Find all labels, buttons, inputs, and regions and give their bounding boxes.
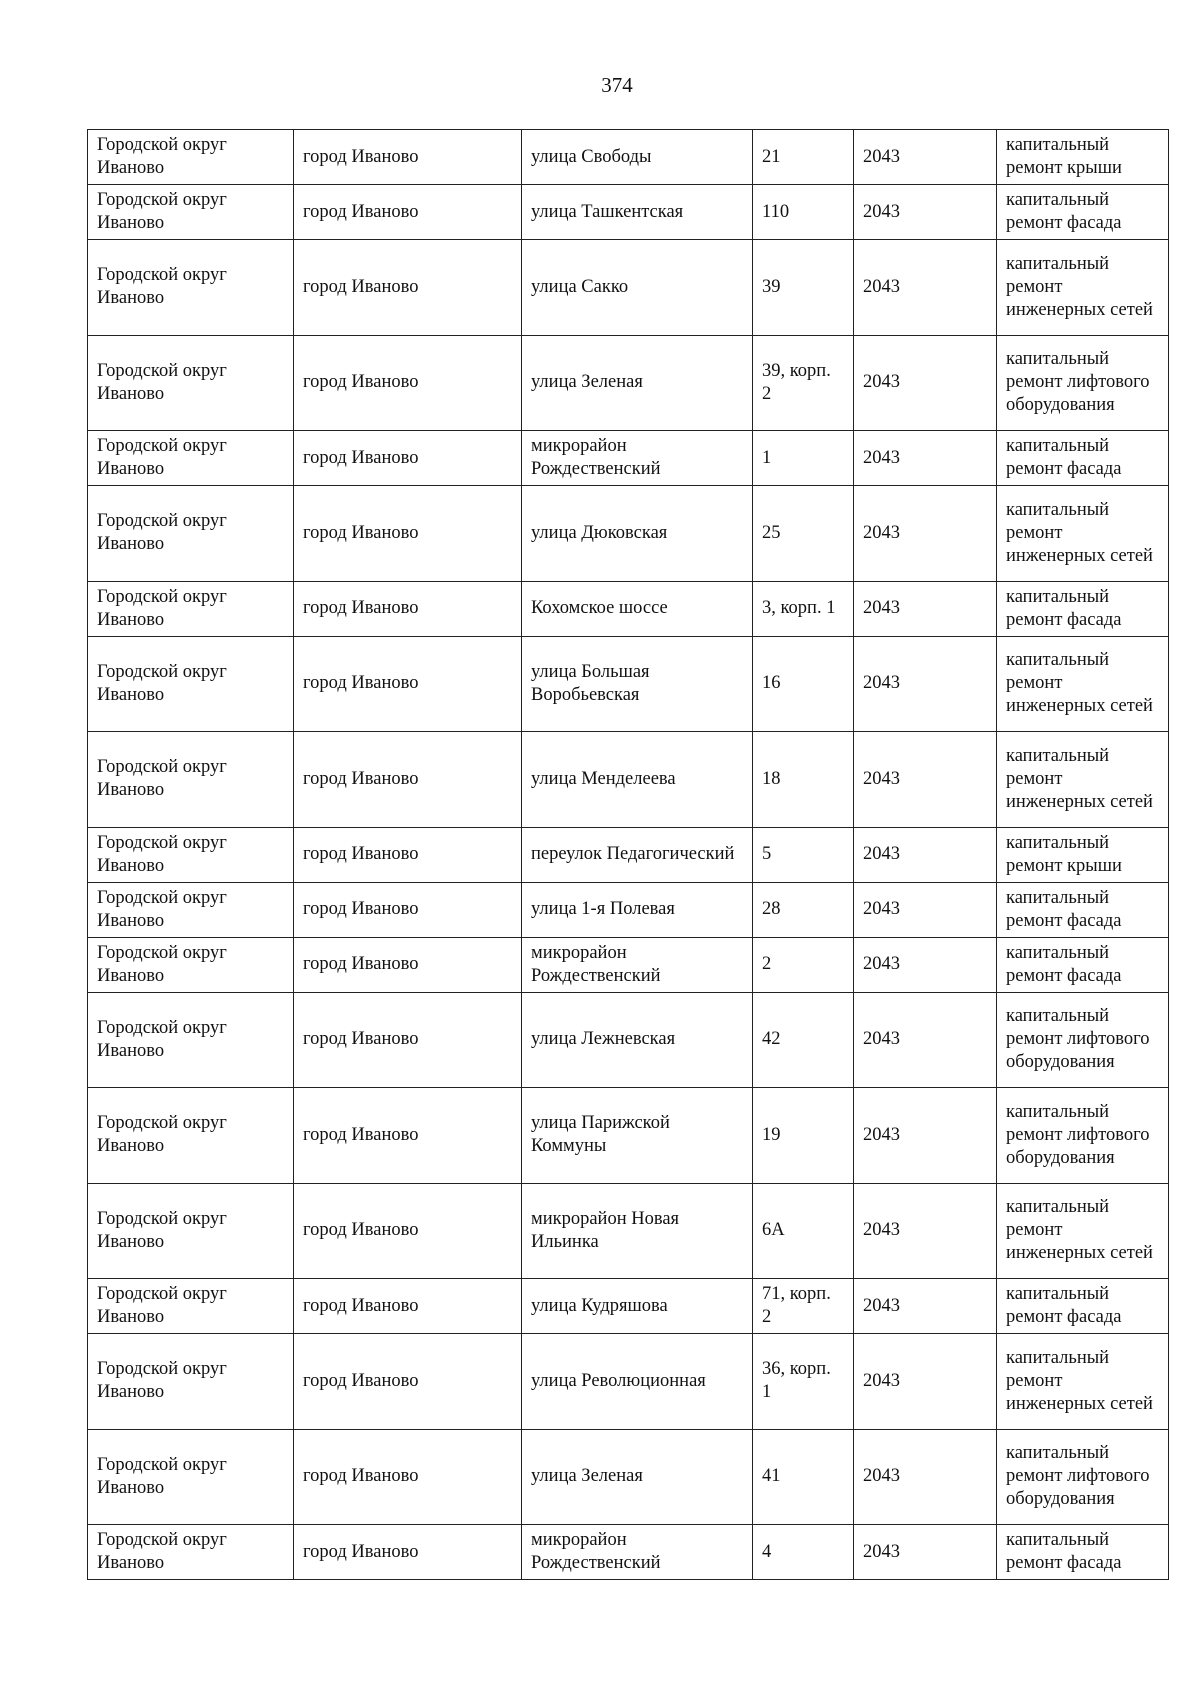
table-row	[88, 827, 1169, 882]
settlement-cell	[294, 130, 522, 185]
table-row	[88, 1429, 1169, 1525]
district-cell-text: Городской округ Иваново	[97, 1454, 227, 1498]
work-type-cell	[997, 1429, 1169, 1525]
street-cell-text: улица Свободы	[531, 146, 652, 167]
house-number-cell	[753, 937, 854, 992]
settlement-cell	[294, 992, 522, 1088]
table-row	[88, 130, 1169, 185]
house-number-cell-text: 5	[762, 844, 772, 864]
district-cell	[88, 1088, 294, 1184]
year-cell-text: 2043	[863, 201, 900, 222]
street-cell-text: улица Зеленая	[531, 372, 643, 393]
work-type-cell	[997, 185, 1169, 240]
work-type-cell-text: капитальный ремонт фасада	[1006, 1284, 1122, 1327]
district-cell	[88, 827, 294, 882]
year-cell-text: 2043	[863, 522, 900, 543]
settlement-cell-text: город Иваново	[303, 146, 419, 167]
settlement-cell	[294, 1088, 522, 1184]
work-type-cell	[997, 240, 1169, 336]
street-cell-text: микрорайон Рождественский	[531, 1530, 661, 1573]
year-cell	[854, 1183, 997, 1279]
work-type-cell-text: капитальный ремонт лифтового оборудования	[1006, 1006, 1150, 1073]
year-cell	[854, 335, 997, 431]
work-type-cell-text: капитальный ремонт фасада	[1006, 190, 1122, 233]
house-number-cell	[753, 1334, 854, 1430]
work-type-cell-text: капитальный ремонт инженерных сетей	[1006, 745, 1153, 812]
district-cell	[88, 1429, 294, 1525]
settlement-cell-text: город Иваново	[303, 1466, 419, 1487]
district-cell	[88, 882, 294, 937]
year-cell	[854, 636, 997, 732]
year-cell-text: 2043	[863, 1220, 900, 1241]
district-cell	[88, 335, 294, 431]
house-number-cell	[753, 1429, 854, 1525]
district-cell-text: Городской округ Иваново	[97, 135, 227, 178]
work-type-cell-text: капитальный ремонт лифтового оборудования	[1006, 1101, 1150, 1168]
work-type-cell-text: капитальный ремонт крыши	[1006, 832, 1122, 876]
house-number-cell-text: 4	[762, 1541, 772, 1562]
district-cell	[88, 581, 294, 636]
year-cell	[854, 581, 997, 636]
settlement-cell-text: город Иваново	[303, 201, 419, 222]
district-cell-text: Городской округ Иваново	[97, 1530, 227, 1573]
street-cell	[522, 1183, 753, 1279]
year-cell	[854, 486, 997, 582]
year-cell	[854, 130, 997, 185]
house-number-cell	[753, 827, 854, 882]
district-cell-text: Городской округ Иваново	[97, 887, 227, 931]
district-cell-text: Городской округ Иваново	[97, 661, 227, 705]
district-cell-text: Городской округ Иваново	[97, 265, 227, 309]
district-cell	[88, 431, 294, 486]
house-number-cell-text: 1	[762, 447, 772, 468]
table-row	[88, 1334, 1169, 1430]
street-cell-text: улица Кудряшова	[531, 1295, 668, 1316]
work-type-cell	[997, 937, 1169, 992]
settlement-cell-text: город Иваново	[303, 372, 419, 393]
settlement-cell	[294, 486, 522, 582]
year-cell-text: 2043	[863, 844, 900, 864]
street-cell	[522, 486, 753, 582]
house-number-cell	[753, 335, 854, 431]
house-number-cell	[753, 992, 854, 1088]
settlement-cell	[294, 431, 522, 486]
year-cell	[854, 992, 997, 1088]
settlement-cell	[294, 1183, 522, 1279]
district-cell	[88, 992, 294, 1088]
house-number-cell-text: 110	[762, 201, 790, 222]
work-type-cell	[997, 1183, 1169, 1279]
work-type-cell	[997, 992, 1169, 1088]
year-cell-text: 2043	[863, 1029, 900, 1050]
year-cell-text: 2043	[863, 146, 900, 167]
district-cell-text: Городской округ Иваново	[97, 942, 227, 986]
district-cell-text: Городской округ Иваново	[97, 1017, 227, 1061]
street-cell	[522, 827, 753, 882]
table-row	[88, 882, 1169, 937]
table-row	[88, 581, 1169, 636]
table-body	[88, 130, 1169, 1580]
year-cell	[854, 240, 997, 336]
district-cell-text: Городской округ Иваново	[97, 1208, 227, 1252]
street-cell	[522, 1334, 753, 1430]
settlement-cell-text: город Иваново	[303, 1124, 419, 1145]
work-type-cell	[997, 882, 1169, 937]
work-type-cell-text: капитальный ремонт инженерных сетей	[1006, 650, 1153, 717]
district-cell	[88, 1334, 294, 1430]
district-cell	[88, 937, 294, 992]
district-cell-text: Городской округ Иваново	[97, 511, 227, 555]
street-cell-text: микрорайон Новая Ильинка	[531, 1208, 680, 1252]
house-number-cell-text: 25	[762, 522, 781, 543]
house-number-cell-text: 19	[762, 1124, 781, 1145]
house-number-cell-text: 6А	[762, 1220, 785, 1241]
street-cell-text: переулок Педагогический	[531, 844, 735, 864]
house-number-cell	[753, 732, 854, 828]
year-cell-text: 2043	[863, 1370, 900, 1391]
work-type-cell	[997, 1088, 1169, 1184]
work-type-cell	[997, 636, 1169, 732]
district-cell	[88, 1279, 294, 1334]
year-cell-text: 2043	[863, 673, 900, 694]
house-number-cell	[753, 431, 854, 486]
street-cell	[522, 130, 753, 185]
work-type-cell	[997, 431, 1169, 486]
street-cell-text: улица Революционная	[531, 1370, 706, 1391]
year-cell-text: 2043	[863, 1466, 900, 1487]
house-number-cell-text: 3, корп. 1	[762, 598, 836, 618]
year-cell	[854, 1088, 997, 1184]
street-cell	[522, 431, 753, 486]
settlement-cell-text: город Иваново	[303, 276, 419, 297]
district-cell	[88, 240, 294, 336]
house-number-cell	[753, 1088, 854, 1184]
year-cell	[854, 882, 997, 937]
house-number-cell	[753, 1183, 854, 1279]
street-cell-text: улица Зеленая	[531, 1466, 643, 1487]
settlement-cell	[294, 581, 522, 636]
year-cell	[854, 431, 997, 486]
street-cell-text: улица Менделеева	[531, 768, 676, 789]
district-cell	[88, 130, 294, 185]
table-row	[88, 1183, 1169, 1279]
house-number-cell-text: 71, корп. 2	[762, 1284, 831, 1327]
settlement-cell	[294, 1334, 522, 1430]
street-cell-text: улица Дюковская	[531, 522, 668, 543]
year-cell-text: 2043	[863, 899, 900, 919]
year-cell-text: 2043	[863, 372, 900, 393]
year-cell	[854, 937, 997, 992]
year-cell-text: 2043	[863, 447, 900, 468]
page-number: 374	[601, 73, 633, 97]
table-row	[88, 185, 1169, 240]
district-cell-text: Городской округ Иваново	[97, 360, 227, 404]
settlement-cell	[294, 185, 522, 240]
street-cell	[522, 581, 753, 636]
street-cell	[522, 992, 753, 1088]
work-type-cell-text: капитальный ремонт инженерных сетей	[1006, 1347, 1153, 1414]
settlement-cell-text: город Иваново	[303, 522, 419, 543]
house-number-cell-text: 16	[762, 673, 781, 694]
district-cell	[88, 185, 294, 240]
settlement-cell	[294, 1525, 522, 1580]
repair-schedule-table	[87, 129, 1169, 1580]
street-cell-text: улица Сакко	[531, 276, 629, 297]
work-type-cell-text: капитальный ремонт фасада	[1006, 942, 1122, 986]
street-cell	[522, 185, 753, 240]
work-type-cell	[997, 335, 1169, 431]
table-row	[88, 937, 1169, 992]
year-cell-text: 2043	[863, 768, 900, 789]
work-type-cell-text: капитальный ремонт лифтового оборудования	[1006, 349, 1150, 416]
settlement-cell-text: город Иваново	[303, 447, 419, 468]
work-type-cell-text: капитальный ремонт фасада	[1006, 436, 1122, 479]
street-cell	[522, 937, 753, 992]
settlement-cell-text: город Иваново	[303, 1295, 419, 1316]
house-number-cell	[753, 486, 854, 582]
year-cell	[854, 732, 997, 828]
settlement-cell-text: город Иваново	[303, 844, 419, 864]
year-cell-text: 2043	[863, 598, 900, 618]
table-row	[88, 486, 1169, 582]
work-type-cell	[997, 827, 1169, 882]
settlement-cell	[294, 732, 522, 828]
street-cell-text: микрорайон Рождественский	[531, 942, 661, 986]
work-type-cell	[997, 581, 1169, 636]
settlement-cell-text: город Иваново	[303, 673, 419, 694]
table-row	[88, 335, 1169, 431]
settlement-cell-text: город Иваново	[303, 1029, 419, 1050]
district-cell-text: Городской округ Иваново	[97, 436, 227, 479]
work-type-cell-text: капитальный ремонт инженерных сетей	[1006, 499, 1153, 566]
district-cell	[88, 1183, 294, 1279]
year-cell	[854, 1279, 997, 1334]
settlement-cell-text: город Иваново	[303, 899, 419, 919]
street-cell	[522, 335, 753, 431]
settlement-cell-text: город Иваново	[303, 954, 419, 974]
street-cell	[522, 240, 753, 336]
year-cell	[854, 1429, 997, 1525]
house-number-cell	[753, 581, 854, 636]
work-type-cell-text: капитальный ремонт фасада	[1006, 1530, 1122, 1573]
year-cell	[854, 1525, 997, 1580]
work-type-cell	[997, 1334, 1169, 1430]
street-cell-text: улица Парижской Коммуны	[531, 1113, 670, 1157]
year-cell-text: 2043	[863, 276, 900, 297]
settlement-cell-text: город Иваново	[303, 768, 419, 789]
settlement-cell	[294, 1279, 522, 1334]
district-cell	[88, 486, 294, 582]
house-number-cell-text: 2	[762, 954, 772, 974]
settlement-cell-text: город Иваново	[303, 1370, 419, 1391]
district-cell-text: Городской округ Иваново	[97, 190, 227, 233]
district-cell	[88, 732, 294, 828]
house-number-cell-text: 21	[762, 146, 781, 167]
street-cell	[522, 732, 753, 828]
year-cell-text: 2043	[863, 1295, 900, 1316]
settlement-cell-text: город Иваново	[303, 598, 419, 618]
table-row	[88, 240, 1169, 336]
table-row	[88, 1088, 1169, 1184]
settlement-cell	[294, 636, 522, 732]
settlement-cell-text: город Иваново	[303, 1541, 419, 1562]
work-type-cell-text: капитальный ремонт крыши	[1006, 135, 1122, 178]
street-cell-text: улица 1-я Полевая	[531, 899, 675, 919]
house-number-cell	[753, 882, 854, 937]
work-type-cell-text: капитальный ремонт фасада	[1006, 586, 1122, 630]
work-type-cell-text: капитальный ремонт инженерных сетей	[1006, 1197, 1153, 1264]
work-type-cell-text: капитальный ремонт лифтового оборудования	[1006, 1443, 1150, 1510]
district-cell	[88, 636, 294, 732]
house-number-cell-text: 41	[762, 1466, 781, 1487]
house-number-cell-text: 28	[762, 899, 781, 919]
house-number-cell	[753, 1525, 854, 1580]
work-type-cell-text: капитальный ремонт инженерных сетей	[1006, 253, 1153, 320]
district-cell-text: Городской округ Иваново	[97, 832, 227, 876]
settlement-cell	[294, 882, 522, 937]
house-number-cell	[753, 185, 854, 240]
table-row	[88, 1279, 1169, 1334]
year-cell	[854, 827, 997, 882]
street-cell-text: улица Ташкентская	[531, 201, 684, 222]
table-row	[88, 1525, 1169, 1580]
street-cell	[522, 882, 753, 937]
settlement-cell	[294, 937, 522, 992]
street-cell	[522, 1088, 753, 1184]
year-cell-text: 2043	[863, 1124, 900, 1145]
street-cell	[522, 1525, 753, 1580]
work-type-cell	[997, 486, 1169, 582]
settlement-cell	[294, 240, 522, 336]
settlement-cell	[294, 827, 522, 882]
street-cell	[522, 1279, 753, 1334]
table-row	[88, 992, 1169, 1088]
street-cell-text: улица Большая Воробьевская	[531, 661, 650, 705]
table-row	[88, 732, 1169, 828]
house-number-cell	[753, 130, 854, 185]
work-type-cell	[997, 1525, 1169, 1580]
house-number-cell-text: 42	[762, 1029, 781, 1050]
settlement-cell	[294, 335, 522, 431]
year-cell-text: 2043	[863, 954, 900, 974]
house-number-cell-text: 39	[762, 276, 781, 297]
house-number-cell	[753, 240, 854, 336]
year-cell	[854, 185, 997, 240]
table-row	[88, 431, 1169, 486]
street-cell	[522, 1429, 753, 1525]
work-type-cell-text: капитальный ремонт фасада	[1006, 887, 1122, 931]
district-cell	[88, 1525, 294, 1580]
street-cell	[522, 636, 753, 732]
district-cell-text: Городской округ Иваново	[97, 1284, 227, 1327]
house-number-cell-text: 36, корп. 1	[762, 1359, 831, 1403]
work-type-cell	[997, 130, 1169, 185]
house-number-cell-text: 39, корп. 2	[762, 360, 831, 404]
table-row	[88, 636, 1169, 732]
year-cell	[854, 1334, 997, 1430]
street-cell-text: улица Лежневская	[531, 1029, 676, 1050]
house-number-cell	[753, 636, 854, 732]
settlement-cell-text: город Иваново	[303, 1220, 419, 1241]
work-type-cell	[997, 732, 1169, 828]
district-cell-text: Городской округ Иваново	[97, 1113, 227, 1157]
settlement-cell	[294, 1429, 522, 1525]
district-cell-text: Городской округ Иваново	[97, 586, 227, 630]
year-cell-text: 2043	[863, 1541, 900, 1562]
house-number-cell-text: 18	[762, 768, 781, 789]
district-cell-text: Городской округ Иваново	[97, 1359, 227, 1403]
street-cell-text: микрорайон Рождественский	[531, 436, 661, 479]
street-cell-text: Кохомское шоссе	[531, 598, 668, 618]
house-number-cell	[753, 1279, 854, 1334]
district-cell-text: Городской округ Иваново	[97, 757, 227, 801]
work-type-cell	[997, 1279, 1169, 1334]
